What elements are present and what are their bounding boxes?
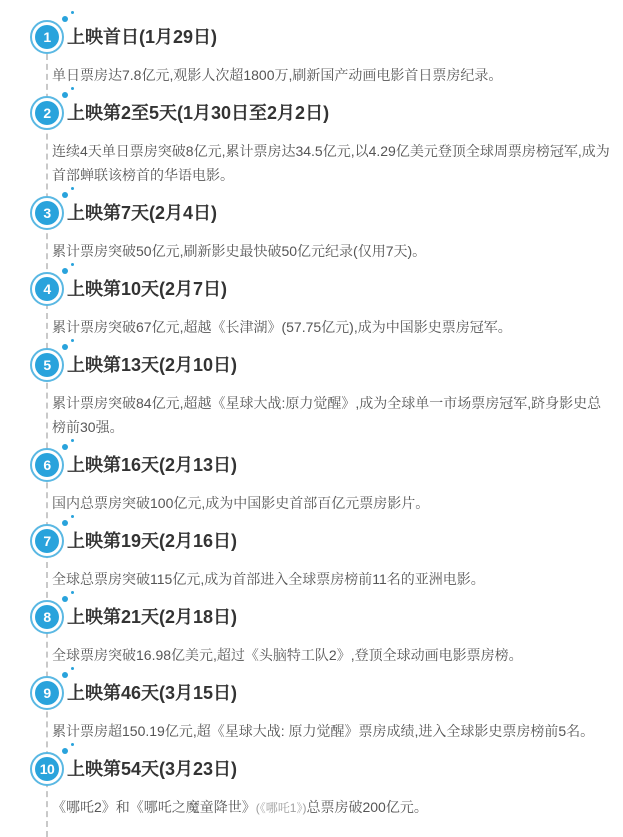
marker-number: 3 [35,201,59,225]
marker-number: 4 [35,277,59,301]
timeline-marker [30,348,64,382]
item-body: 累计票房突破84亿元,超越《星球大战:原力觉醒》,成为全球单一市场票房冠军,跻身影史总榜前30强。 [52,395,602,435]
marker-number: 8 [35,605,59,629]
timeline-item [0,676,623,743]
marker-dot-small [71,263,74,266]
item-body: 连续4天单日票房突破8亿元,累计票房达34.5亿元,以4.29亿美元登顶全球周票房榜冠军,成为首部蝉联该榜首的华语电影。 [52,143,610,183]
timeline-item [0,752,623,820]
timeline-marker [30,600,64,634]
marker-number: 1 [35,25,59,49]
item-body: 国内总票房突破100亿元,成为中国影史首部百亿元票房影片。 [52,495,430,511]
item-title: 上映第13天(2月10日) [67,355,238,375]
marker-dot-large [62,444,68,450]
item-body: 累计票房突破67亿元,超越《长津湖》(57.75亿元),成为中国影史票房冠军。 [52,319,512,335]
timeline-item [0,448,623,515]
item-body [52,795,611,820]
marker-number: 5 [35,353,59,377]
marker-dot-large [62,596,68,602]
item-body: 单日票房达7.8亿元,观影人次超1800万,刷新国产动画电影首日票房纪录。 [52,67,503,83]
marker-ring [30,524,64,558]
timeline-marker [30,676,64,710]
marker-ring [30,196,64,230]
marker-dot-large [62,344,68,350]
marker-ring [30,752,64,786]
item-title: 上映首日(1月29日) [67,27,218,47]
marker-dot-small [71,591,74,594]
item-title: 上映第19天(2月16日) [67,531,238,551]
item-title: 上映第21天(2月18日) [67,607,238,627]
marker-number: 10 [35,757,59,781]
timeline-marker [30,20,64,54]
timeline-marker [30,96,64,130]
marker-dot-large [62,92,68,98]
marker-dot-large [62,672,68,678]
timeline-item [0,600,623,667]
timeline-item [0,96,623,187]
timeline-marker [30,752,64,786]
item-title: 上映第54天(3月23日) [67,759,238,779]
marker-dot-small [71,187,74,190]
marker-ring [30,448,64,482]
item-body: 累计票房超150.19亿元,超《星球大战: 原力觉醒》票房成绩,进入全球影史票房榜前5名。 [52,723,595,739]
timeline-marker [30,524,64,558]
timeline-marker [30,272,64,306]
marker-ring [30,600,64,634]
item-body: 全球票房突破16.98亿美元,超过《头脑特工队2》,登顶全球动画电影票房榜。 [52,647,523,663]
marker-ring [30,20,64,54]
marker-number: 2 [35,101,59,125]
item-title: 上映第7天(2月4日) [67,203,218,223]
marker-ring [30,348,64,382]
item-body-text: 《哪吒2》和《哪吒之魔童降世》 [52,799,256,815]
marker-number: 7 [35,529,59,553]
marker-dot-small [71,87,74,90]
item-body: 全球总票房突破115亿元,成为首部进入全球票房榜前11名的亚洲电影。 [52,571,485,587]
timeline-item [0,348,623,439]
marker-dot-large [62,748,68,754]
item-title: 上映第2至5天(1月30日至2月2日) [67,103,330,123]
marker-ring [30,676,64,710]
marker-dot-small [71,339,74,342]
item-title: 上映第10天(2月7日) [67,279,228,299]
marker-dot-large [62,268,68,274]
timeline-item [0,272,623,339]
item-body: 累计票房突破50亿元,刷新影史最快破50亿元纪录(仅用7天)。 [52,243,427,259]
timeline-item [0,524,623,591]
item-body-text: 总票房破200亿元。 [306,799,428,815]
timeline-marker [30,448,64,482]
marker-dot-large [62,16,68,22]
marker-ring [30,96,64,130]
marker-dot-large [62,520,68,526]
marker-dot-small [71,11,74,14]
timeline-marker [30,196,64,230]
item-title: 上映第46天(3月15日) [67,683,238,703]
marker-dot-large [62,192,68,198]
timeline-item [0,196,623,263]
item-body-note: (《哪吒1》) [255,801,307,815]
marker-number: 9 [35,681,59,705]
timeline-item [0,20,623,87]
marker-number: 6 [35,453,59,477]
marker-dot-small [71,667,74,670]
marker-ring [30,272,64,306]
marker-dot-small [71,439,74,442]
item-title: 上映第16天(2月13日) [67,455,238,475]
marker-dot-small [71,743,74,746]
marker-dot-small [71,515,74,518]
